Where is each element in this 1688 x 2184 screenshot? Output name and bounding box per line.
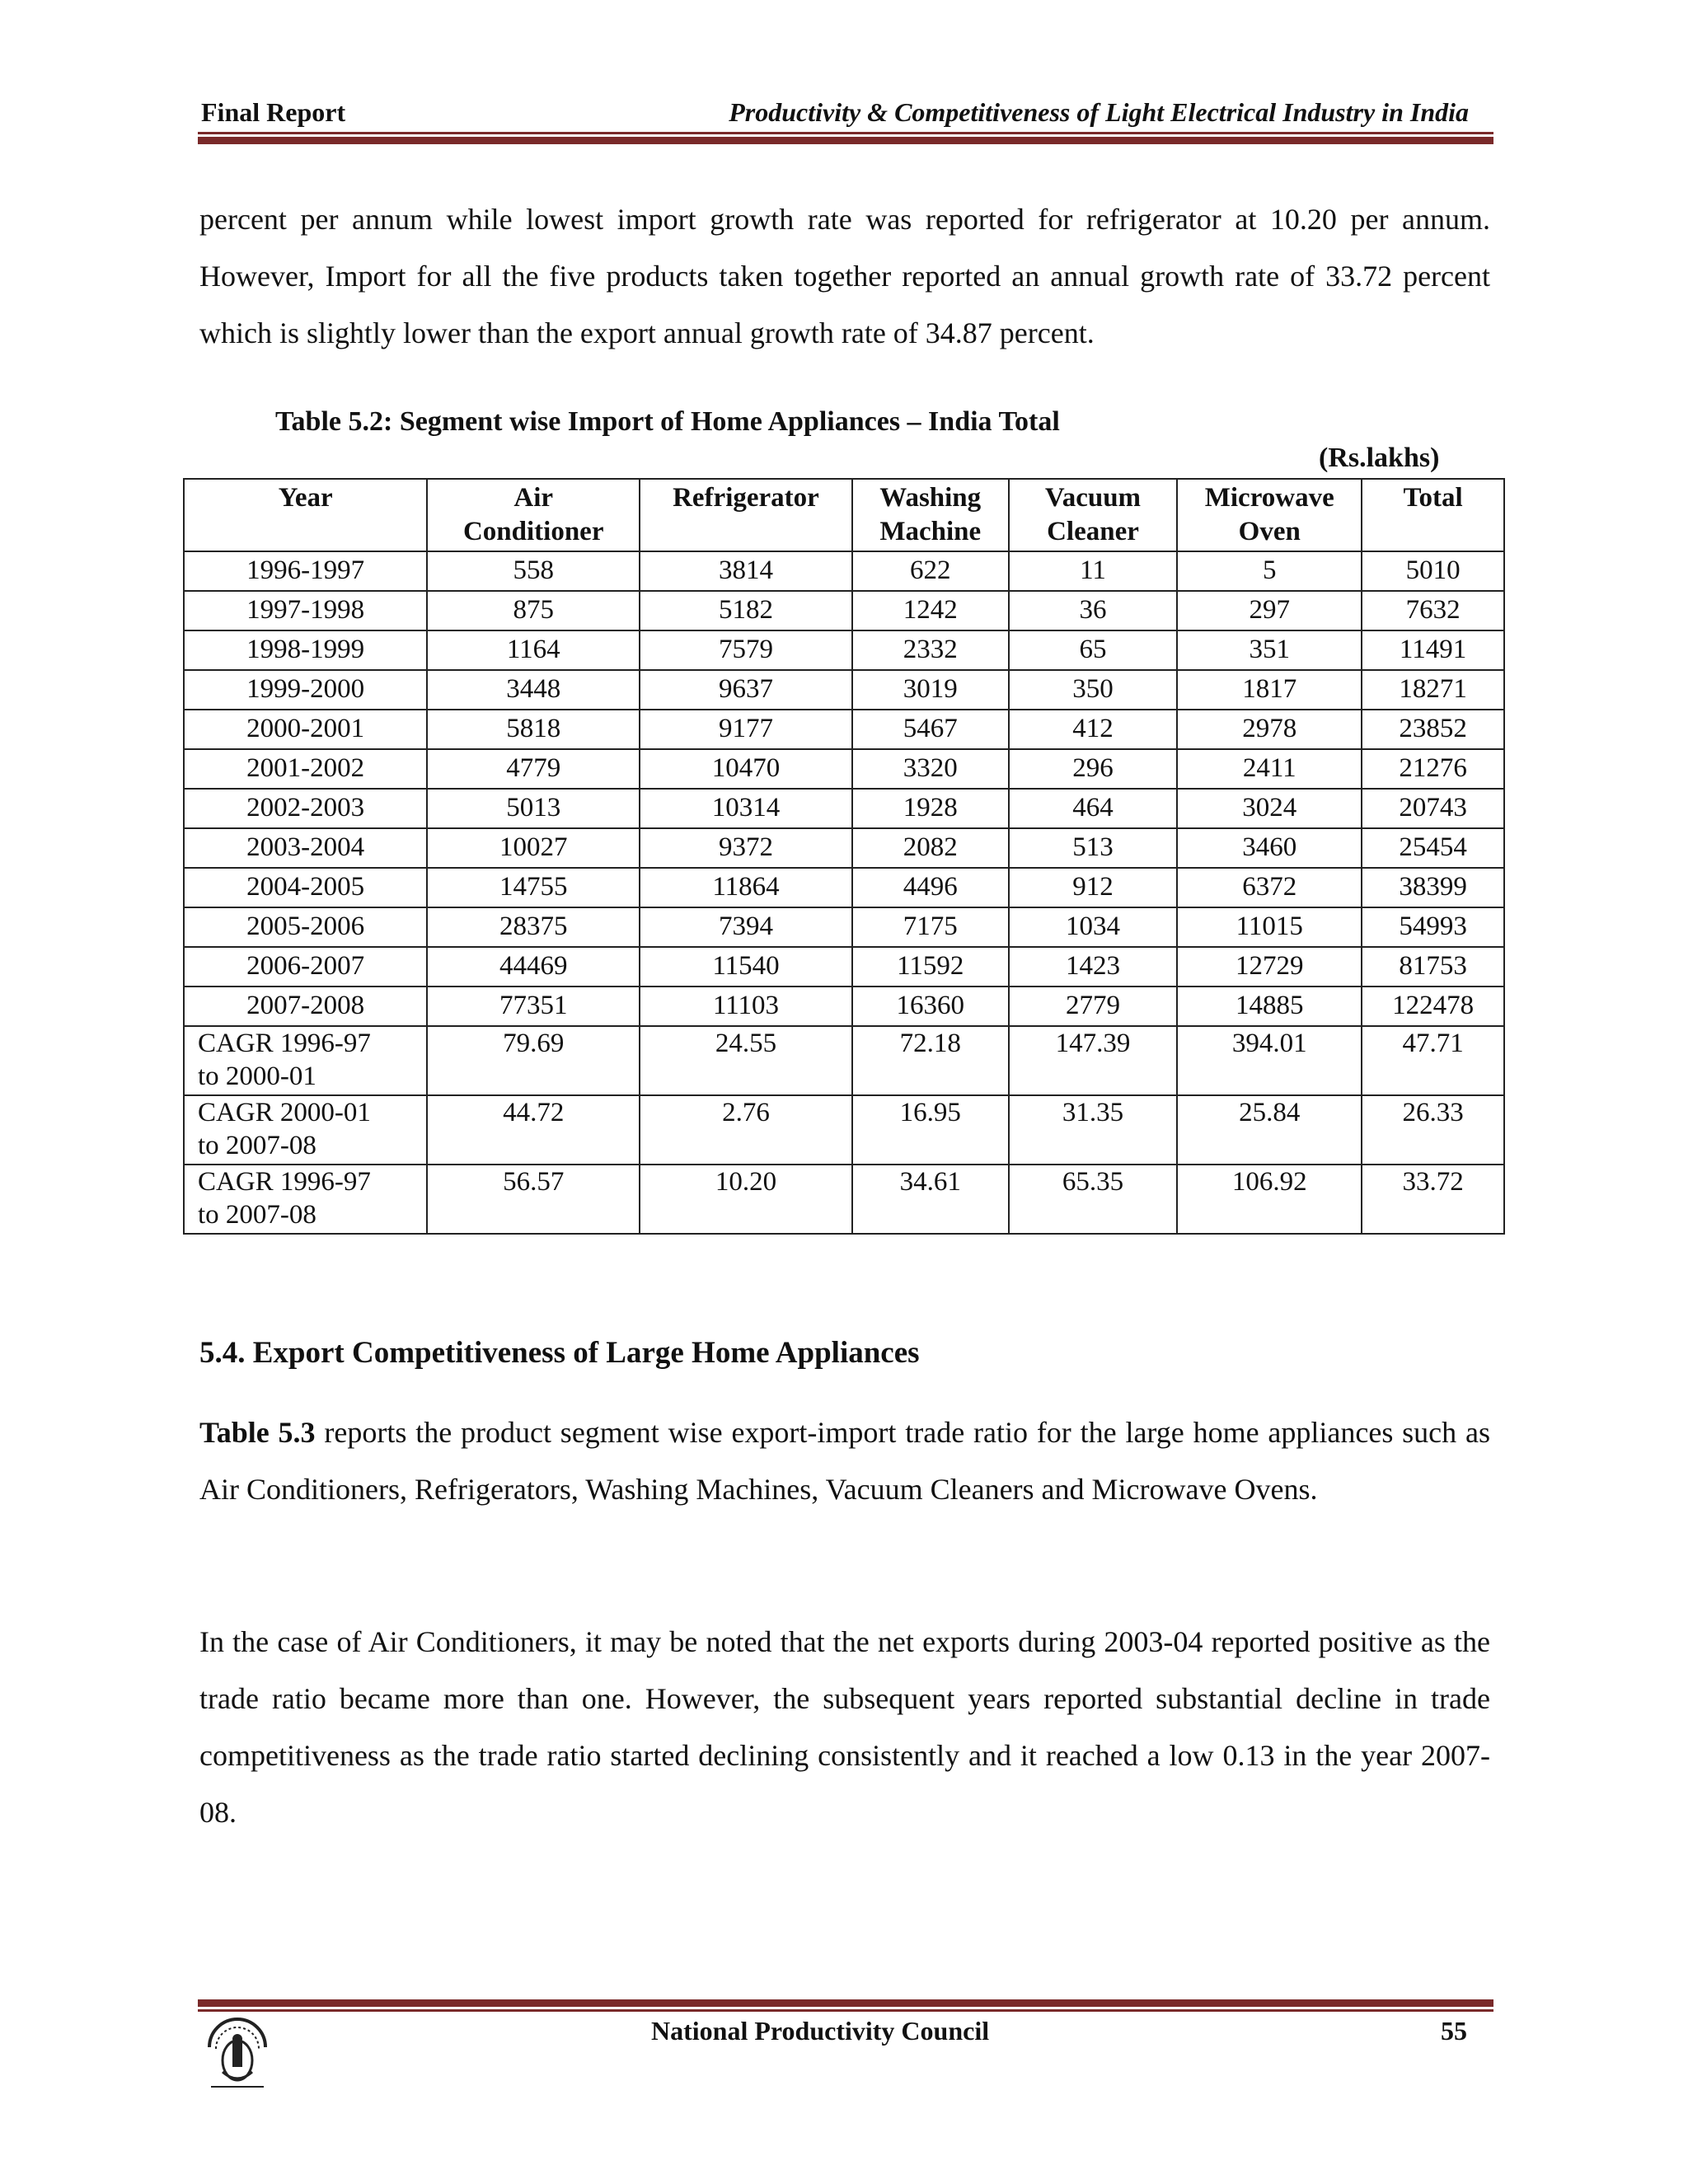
table-row [184, 670, 1504, 710]
cell-value: 14885 [1177, 987, 1362, 1026]
cell-value: 11103 [640, 987, 852, 1026]
cell-total: 47.71 [1362, 1026, 1504, 1095]
cell-value: 25.84 [1177, 1095, 1362, 1165]
cell-value: 24.55 [640, 1026, 852, 1095]
table-row [184, 789, 1504, 828]
cell-value: 1928 [852, 789, 1009, 828]
cell-value: 10027 [427, 828, 640, 868]
cell-total: 25454 [1362, 828, 1504, 868]
cell-value: 3448 [427, 670, 640, 710]
cell-value: 5818 [427, 710, 640, 749]
footer-organization: National Productivity Council [651, 2016, 990, 2046]
header-report-label: Final Report [201, 97, 346, 127]
cell-value: 875 [427, 591, 640, 630]
cagr-row [184, 1165, 1504, 1234]
cell-year: 1996-1997 [184, 551, 427, 591]
cell-value: 10314 [640, 789, 852, 828]
cell-value: 394.01 [1177, 1026, 1362, 1095]
cell-value: 106.92 [1177, 1165, 1362, 1234]
table-row [184, 591, 1504, 630]
cell-value: 622 [852, 551, 1009, 591]
cell-value: 3019 [852, 670, 1009, 710]
cell-value: 10.20 [640, 1165, 852, 1234]
cell-total: 23852 [1362, 710, 1504, 749]
table-caption: Table 5.2: Segment wise Import of Home Appliances – India Total [275, 406, 1060, 437]
cell-value: 4496 [852, 868, 1009, 907]
table-header-row [184, 479, 1504, 551]
footer-rule-thick [198, 1999, 1493, 2007]
cell-value: 412 [1009, 710, 1178, 749]
cell-value: 297 [1177, 591, 1362, 630]
cagr-label: CAGR 1996-97 to 2007-08 [184, 1165, 427, 1234]
cell-total: 21276 [1362, 749, 1504, 789]
cell-value: 7175 [852, 907, 1009, 947]
table-5-3-paragraph [199, 1404, 1490, 1518]
cell-value: 16.95 [852, 1095, 1009, 1165]
table-reference: Table 5.3 [199, 1416, 316, 1449]
table-5-3-text: reports the product segment wise export-import trade ratio for the large home appliances such as Air Conditioners, Refrigerators, Washing Machines, Vacuum Cleaners and Microwave Ovens. [199, 1416, 1490, 1506]
cell-value: 44469 [427, 947, 640, 987]
cell-year: 2005-2006 [184, 907, 427, 947]
cell-value: 34.61 [852, 1165, 1009, 1234]
cell-year: 2006-2007 [184, 947, 427, 987]
cagr-row [184, 1026, 1504, 1095]
cell-value: 3460 [1177, 828, 1362, 868]
cell-total: 38399 [1362, 868, 1504, 907]
page-number: 55 [1441, 2016, 1467, 2046]
cell-value: 11864 [640, 868, 852, 907]
air-conditioner-paragraph: In the case of Air Conditioners, it may be noted that the net exports during 2003-04 reported positive as the trade ratio became more than one. However, the subsequent years reported substantial decline in trade competitiveness as the trade ratio started declining consistently and it reached a low 0.13 in the year 2007-08. [199, 1625, 1490, 1829]
cell-value: 79.69 [427, 1026, 640, 1095]
cell-total: 54993 [1362, 907, 1504, 947]
cell-value: 28375 [427, 907, 640, 947]
header-total: Total [1362, 479, 1504, 551]
cell-total: 5010 [1362, 551, 1504, 591]
cell-total: 7632 [1362, 591, 1504, 630]
cell-value: 12729 [1177, 947, 1362, 987]
header-vacuum-cleaner: Vacuum Cleaner [1009, 479, 1178, 551]
cell-value: 11592 [852, 947, 1009, 987]
cell-value: 9372 [640, 828, 852, 868]
cell-value: 4779 [427, 749, 640, 789]
cell-value: 2082 [852, 828, 1009, 868]
cell-value: 350 [1009, 670, 1178, 710]
cell-total: 18271 [1362, 670, 1504, 710]
header-year: Year [184, 479, 427, 551]
cell-year: 2001-2002 [184, 749, 427, 789]
header-title: Productivity & Competitiveness of Light Electrical Industry in India [729, 97, 1469, 127]
cell-value: 1242 [852, 591, 1009, 630]
table-unit-label: (Rs.lakhs) [1319, 443, 1440, 473]
cell-value: 11540 [640, 947, 852, 987]
cell-value: 464 [1009, 789, 1178, 828]
cell-value: 1817 [1177, 670, 1362, 710]
cell-value: 513 [1009, 828, 1178, 868]
header-rule-thick [198, 137, 1493, 144]
cell-value: 3024 [1177, 789, 1362, 828]
cell-value: 3814 [640, 551, 852, 591]
cell-value: 10470 [640, 749, 852, 789]
cell-value: 7579 [640, 630, 852, 670]
header-air-conditioner: Air Conditioner [427, 479, 640, 551]
cell-value: 44.72 [427, 1095, 640, 1165]
table-row [184, 907, 1504, 947]
cell-year: 2004-2005 [184, 868, 427, 907]
cell-value: 2411 [1177, 749, 1362, 789]
header-washing-machine: Washing Machine [852, 479, 1009, 551]
cell-total: 33.72 [1362, 1165, 1504, 1234]
cell-value: 2.76 [640, 1095, 852, 1165]
cell-value: 36 [1009, 591, 1178, 630]
cell-value: 5 [1177, 551, 1362, 591]
cell-year: 2000-2001 [184, 710, 427, 749]
cell-value: 72.18 [852, 1026, 1009, 1095]
cell-total: 11491 [1362, 630, 1504, 670]
cell-value: 3320 [852, 749, 1009, 789]
section-heading: 5.4. Export Competitiveness of Large Home Appliances [199, 1336, 920, 1370]
cell-total: 20743 [1362, 789, 1504, 828]
cell-value: 147.39 [1009, 1026, 1178, 1095]
intro-paragraph: percent per annum while lowest import growth rate was reported for refrigerator at 10.20 per annum. However, Import for all the five products taken together reported an annual growth rate of 33.72 percent which is slightly lower than the export annual growth rate of 34.87 percent. [199, 203, 1490, 349]
cell-value: 5182 [640, 591, 852, 630]
cell-value: 77351 [427, 987, 640, 1026]
table-row [184, 947, 1504, 987]
table-row [184, 828, 1504, 868]
cell-value: 16360 [852, 987, 1009, 1026]
cell-value: 296 [1009, 749, 1178, 789]
header-rule-thin [198, 132, 1493, 134]
import-table [183, 478, 1505, 1235]
cell-value: 7394 [640, 907, 852, 947]
cell-value: 5013 [427, 789, 640, 828]
cell-value: 1034 [1009, 907, 1178, 947]
cell-value: 2978 [1177, 710, 1362, 749]
table-row [184, 710, 1504, 749]
table-body [184, 551, 1504, 1234]
cagr-label: CAGR 1996-97 to 2000-01 [184, 1026, 427, 1095]
cell-value: 31.35 [1009, 1095, 1178, 1165]
cell-year: 1999-2000 [184, 670, 427, 710]
table-row [184, 868, 1504, 907]
cell-total: 26.33 [1362, 1095, 1504, 1165]
cell-value: 9177 [640, 710, 852, 749]
cell-year: 1997-1998 [184, 591, 427, 630]
cagr-label: CAGR 2000-01 to 2007-08 [184, 1095, 427, 1165]
cell-year: 1998-1999 [184, 630, 427, 670]
cell-year: 2003-2004 [184, 828, 427, 868]
cell-value: 11 [1009, 551, 1178, 591]
cell-value: 2332 [852, 630, 1009, 670]
cell-value: 2779 [1009, 987, 1178, 1026]
header-refrigerator: Refrigerator [640, 479, 852, 551]
cell-value: 14755 [427, 868, 640, 907]
cagr-row [184, 1095, 1504, 1165]
cell-total: 81753 [1362, 947, 1504, 987]
cell-year: 2002-2003 [184, 789, 427, 828]
header-microwave-oven: Microwave Oven [1177, 479, 1362, 551]
table-row [184, 630, 1504, 670]
cell-value: 351 [1177, 630, 1362, 670]
table-row [184, 987, 1504, 1026]
cell-value: 6372 [1177, 868, 1362, 907]
cell-value: 56.57 [427, 1165, 640, 1234]
table-row [184, 749, 1504, 789]
cell-value: 9637 [640, 670, 852, 710]
npc-emblem-icon [198, 2011, 277, 2093]
cell-value: 912 [1009, 868, 1178, 907]
table-row [184, 551, 1504, 591]
cell-value: 5467 [852, 710, 1009, 749]
cell-value: 65.35 [1009, 1165, 1178, 1234]
cell-value: 1164 [427, 630, 640, 670]
cell-year: 2007-2008 [184, 987, 427, 1026]
cell-total: 122478 [1362, 987, 1504, 1026]
cell-value: 558 [427, 551, 640, 591]
footer-rule-thin [198, 2009, 1493, 2012]
cell-value: 11015 [1177, 907, 1362, 947]
cell-value: 65 [1009, 630, 1178, 670]
cell-value: 1423 [1009, 947, 1178, 987]
